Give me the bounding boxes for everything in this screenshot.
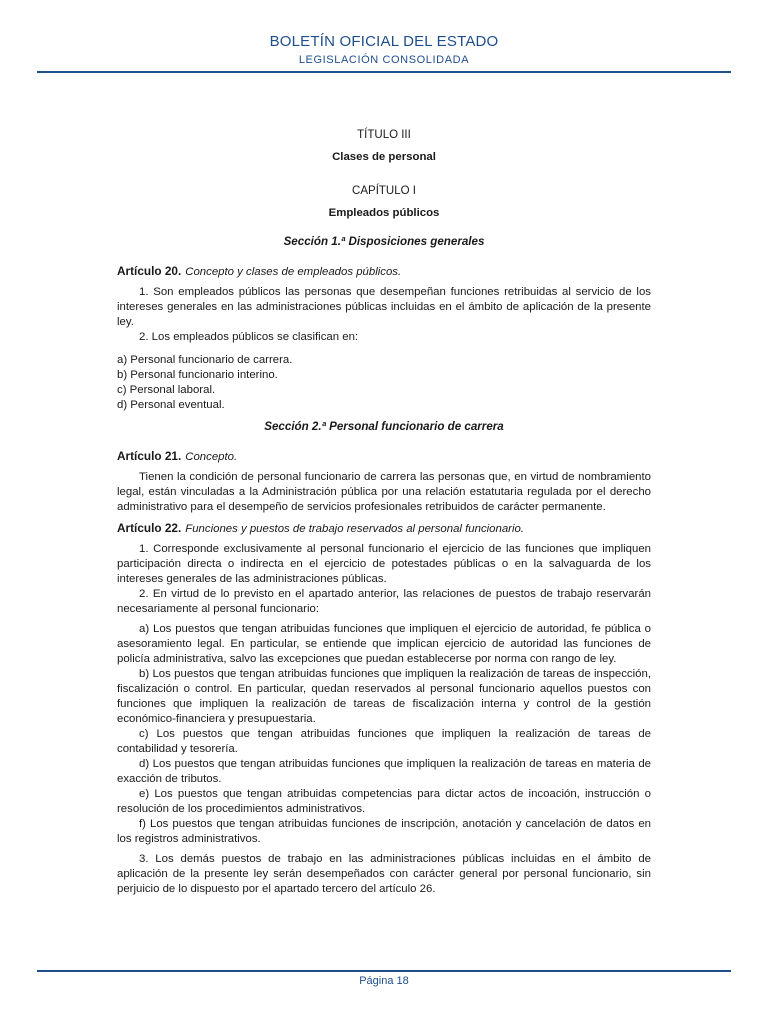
article-21-heading bbox=[117, 449, 651, 465]
article-22-item-b: b) Los puestos que tengan atribuidas funciones que impliquen la realización de tareas de inspección, fiscalización o control. En particular, quedan reservados al personal funcionario aquellos puestos con funciones que impliquen la realización de tareas de fiscalización interna y control de la gestión económico-financiera y presupuestaria. bbox=[117, 668, 651, 725]
document-header bbox=[0, 33, 768, 67]
article-20-list bbox=[117, 353, 651, 413]
article-22-item-c: c) Los puestos que tengan atribuidas funciones que impliquen la realización de tareas de contabilidad y tesorería. bbox=[117, 728, 651, 755]
list-item: c) Personal laboral. bbox=[117, 384, 216, 396]
article-20-paragraph-2: 2. Los empleados públicos se clasifican en: bbox=[139, 331, 359, 343]
article-22-item-d: d) Los puestos que tengan atribuidas funciones que impliquen la realización de tareas en materia de exacción de tributos. bbox=[117, 758, 651, 785]
article-22-title: Funciones y puestos de trabajo reservados al personal funcionario. bbox=[185, 523, 525, 535]
article-20-title: Concepto y clases de empleados públicos. bbox=[185, 266, 402, 278]
header-divider bbox=[37, 71, 731, 73]
article-22-paragraph-2: 2. En virtud de lo previsto en el apartado anterior, las relaciones de puestos de trabajo reservarán necesariamente al personal funcionario: bbox=[117, 588, 651, 615]
article-22-item-e: e) Los puestos que tengan atribuidas competencias para dictar actos de incoación, instrucción o resolución de los procedimientos administrativos. bbox=[117, 788, 651, 815]
titulo-label: TÍTULO III bbox=[357, 129, 411, 141]
article-21-paragraph-1: Tienen la condición de personal funcionario de carrera las personas que, en virtud de nombramiento legal, están vinculadas a la Administración pública por una relación estatutaria regulada por el derecho administrativo para el desempeño de servicios profesionales retribuidos de carácter permanente. bbox=[117, 471, 651, 513]
article-22-paragraph-1: 1. Corresponde exclusivamente al personal funcionario el ejercicio de las funciones que impliquen participación directa o indirecta en el ejercicio de potestades públicas o en la salvaguarda de los intereses generales de las administraciones públicas. bbox=[117, 543, 651, 585]
document-body bbox=[117, 128, 651, 897]
list-item: d) Personal eventual. bbox=[117, 399, 225, 411]
article-22-item-f: f) Los puestos que tengan atribuidas funciones de inscripción, anotación y cancelación de datos en los registros administrativos. bbox=[117, 818, 651, 845]
article-22-heading bbox=[117, 521, 651, 537]
titulo-name: Clases de personal bbox=[332, 151, 436, 163]
footer-divider bbox=[37, 970, 731, 972]
page-number: Página 18 bbox=[359, 975, 409, 987]
article-20-heading bbox=[117, 264, 651, 280]
list-item: b) Personal funcionario interino. bbox=[117, 369, 278, 381]
seccion-1-heading: Sección 1.ª Disposiciones generales bbox=[283, 235, 485, 248]
seccion-2-heading: Sección 2.ª Personal funcionario de carrera bbox=[264, 420, 504, 433]
capitulo-name: Empleados públicos bbox=[328, 207, 440, 219]
list-item: a) Personal funcionario de carrera. bbox=[117, 354, 293, 366]
header-subtitle: LEGISLACIÓN CONSOLIDADA bbox=[298, 54, 470, 66]
article-21-title: Concepto. bbox=[185, 451, 238, 463]
article-22-paragraph-3: 3. Los demás puestos de trabajo en las administraciones públicas incluidas en el ámbito de aplicación de la presente ley serán desempeñados con carácter general por personal funcionario, sin perjuicio de lo dispuesto por el apartado tercero del artículo 26. bbox=[117, 853, 651, 895]
article-22-item-a: a) Los puestos que tengan atribuidas funciones que impliquen el ejercicio de autoridad, fe pública o asesoramiento legal. En particular, se entiende que implican ejercicio de autoridad las funciones de policía administrativa, salvo las excepciones que puedan establecerse por norma con rango de ley. bbox=[117, 623, 651, 665]
article-22-number: Artículo 22. bbox=[117, 521, 182, 535]
article-21-number: Artículo 21. bbox=[117, 449, 182, 463]
capitulo-label: CAPÍTULO I bbox=[352, 185, 416, 197]
article-20-number: Artículo 20. bbox=[117, 264, 182, 278]
header-title: BOLETÍN OFICIAL DEL ESTADO bbox=[269, 33, 499, 50]
article-20-paragraph-1: 1. Son empleados públicos las personas que desempeñan funciones retribuidas al servicio de los intereses generales en las administraciones públicas incluidas en el ámbito de aplicación de la presente ley. bbox=[117, 286, 651, 328]
